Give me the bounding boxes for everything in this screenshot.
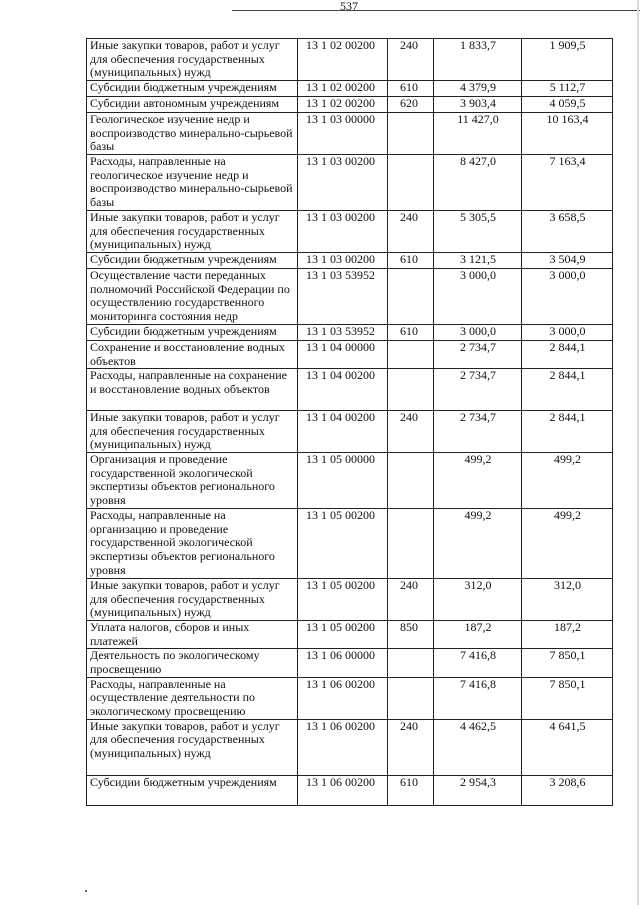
row-name-cell: Уплата налогов, сборов и иных платежей: [87, 621, 298, 649]
row-amount-year1-cell: 5 305,5: [434, 211, 522, 253]
row-expense-type-cell: [388, 155, 434, 211]
row-expense-type-cell: 240: [388, 579, 434, 621]
row-amount-year1-cell: 187,2: [434, 621, 522, 649]
row-name-cell: Субсидии бюджетным учреждениям: [87, 253, 298, 269]
row-expense-type-cell: [388, 649, 434, 677]
page-top-rule: [232, 10, 640, 11]
scan-speck: [85, 890, 87, 892]
row-expense-type-cell: 610: [388, 775, 434, 805]
row-name-cell: Иные закупки товаров, работ и услуг для обеспечения государственных (муниципальных) нужд: [87, 39, 298, 81]
row-amount-year2-cell: 1 909,5: [522, 39, 613, 81]
table-row: [87, 453, 613, 509]
row-amount-year2-cell: 2 844,1: [522, 411, 613, 453]
row-expense-type-cell: 610: [388, 253, 434, 269]
table-row: [87, 81, 613, 97]
row-code-cell: 13 1 05 00200: [298, 621, 388, 649]
table-row: [87, 649, 613, 677]
row-amount-year1-cell: 1 833,7: [434, 39, 522, 81]
row-name-cell: Иные закупки товаров, работ и услуг для обеспечения государственных (муниципальных) нужд: [87, 411, 298, 453]
row-amount-year1-cell: 8 427,0: [434, 155, 522, 211]
table-row: [87, 113, 613, 155]
table-row: [87, 677, 613, 719]
row-code-cell: 13 1 04 00000: [298, 341, 388, 369]
row-expense-type-cell: [388, 509, 434, 579]
row-expense-type-cell: 610: [388, 325, 434, 341]
row-amount-year1-cell: 499,2: [434, 453, 522, 509]
row-expense-type-cell: 240: [388, 39, 434, 81]
row-expense-type-cell: [388, 113, 434, 155]
row-expense-type-cell: 240: [388, 719, 434, 775]
row-expense-type-cell: 610: [388, 81, 434, 97]
row-code-cell: 13 1 06 00200: [298, 775, 388, 805]
row-code-cell: 13 1 05 00200: [298, 579, 388, 621]
row-expense-type-cell: [388, 369, 434, 411]
row-name-cell: Субсидии бюджетным учреждениям: [87, 81, 298, 97]
budget-table: [86, 38, 613, 806]
row-amount-year2-cell: 2 844,1: [522, 341, 613, 369]
row-name-cell: Иные закупки товаров, работ и услуг для обеспечения государственных (муниципальных) нужд: [87, 719, 298, 775]
row-amount-year2-cell: 4 641,5: [522, 719, 613, 775]
row-name-cell: Субсидии автономным учреждениям: [87, 97, 298, 113]
table-row: [87, 269, 613, 325]
table-row: [87, 253, 613, 269]
row-amount-year1-cell: 2 734,7: [434, 411, 522, 453]
table-row: [87, 97, 613, 113]
row-amount-year1-cell: 4 379,9: [434, 81, 522, 97]
row-amount-year2-cell: 10 163,4: [522, 113, 613, 155]
row-expense-type-cell: [388, 453, 434, 509]
row-amount-year1-cell: 2 734,7: [434, 369, 522, 411]
page-edge: [637, 0, 639, 905]
page-number: 537: [340, 0, 358, 13]
table-row: [87, 509, 613, 579]
row-amount-year1-cell: 2 734,7: [434, 341, 522, 369]
row-code-cell: 13 1 06 00200: [298, 719, 388, 775]
row-amount-year1-cell: 7 416,8: [434, 649, 522, 677]
table-row: [87, 39, 613, 81]
row-amount-year2-cell: 7 163,4: [522, 155, 613, 211]
row-amount-year1-cell: 312,0: [434, 579, 522, 621]
row-expense-type-cell: 240: [388, 411, 434, 453]
row-name-cell: Иные закупки товаров, работ и услуг для обеспечения государственных (муниципальных) нужд: [87, 211, 298, 253]
row-amount-year1-cell: 4 462,5: [434, 719, 522, 775]
row-name-cell: Расходы, направленные на геологическое изучение недр и воспроизводство минерально-сырьевой базы: [87, 155, 298, 211]
row-expense-type-cell: 620: [388, 97, 434, 113]
row-name-cell: Расходы, направленные на сохранение и восстановление водных объектов: [87, 369, 298, 411]
row-expense-type-cell: 240: [388, 211, 434, 253]
row-code-cell: 13 1 03 53952: [298, 269, 388, 325]
row-code-cell: 13 1 06 00200: [298, 677, 388, 719]
row-code-cell: 13 1 03 53952: [298, 325, 388, 341]
row-name-cell: Осуществление части переданных полномочий Российской Федерации по осуществлению государственного мониторинга состояния недр: [87, 269, 298, 325]
row-expense-type-cell: [388, 341, 434, 369]
row-amount-year1-cell: 3 000,0: [434, 325, 522, 341]
row-amount-year2-cell: 4 059,5: [522, 97, 613, 113]
row-amount-year2-cell: 3 000,0: [522, 269, 613, 325]
row-name-cell: Геологическое изучение недр и воспроизводство минерально-сырьевой базы: [87, 113, 298, 155]
table-row: [87, 719, 613, 775]
row-code-cell: 13 1 06 00000: [298, 649, 388, 677]
row-code-cell: 13 1 04 00200: [298, 369, 388, 411]
row-expense-type-cell: [388, 269, 434, 325]
row-name-cell: Субсидии бюджетным учреждениям: [87, 775, 298, 805]
table-row: [87, 155, 613, 211]
row-amount-year2-cell: 7 850,1: [522, 677, 613, 719]
table-row: [87, 775, 613, 805]
row-amount-year1-cell: 7 416,8: [434, 677, 522, 719]
table-row: [87, 579, 613, 621]
row-name-cell: Расходы, направленные на организацию и проведение государственной экологической экспертизы объектов регионального уровня: [87, 509, 298, 579]
row-amount-year2-cell: 7 850,1: [522, 649, 613, 677]
row-code-cell: 13 1 02 00200: [298, 97, 388, 113]
table-row: [87, 325, 613, 341]
row-amount-year1-cell: 3 121,5: [434, 253, 522, 269]
row-name-cell: Сохранение и восстановление водных объектов: [87, 341, 298, 369]
table-row: [87, 369, 613, 411]
row-amount-year2-cell: 312,0: [522, 579, 613, 621]
row-name-cell: Иные закупки товаров, работ и услуг для обеспечения государственных (муниципальных) нужд: [87, 579, 298, 621]
table-row: [87, 211, 613, 253]
row-name-cell: Субсидии бюджетным учреждениям: [87, 325, 298, 341]
row-amount-year1-cell: 499,2: [434, 509, 522, 579]
table-row: [87, 341, 613, 369]
table-row: [87, 621, 613, 649]
row-name-cell: Организация и проведение государственной экологической экспертизы объектов регионального уровня: [87, 453, 298, 509]
row-code-cell: 13 1 02 00200: [298, 39, 388, 81]
row-code-cell: 13 1 03 00000: [298, 113, 388, 155]
row-amount-year2-cell: 187,2: [522, 621, 613, 649]
row-amount-year2-cell: 499,2: [522, 509, 613, 579]
row-code-cell: 13 1 05 00200: [298, 509, 388, 579]
row-amount-year2-cell: 3 658,5: [522, 211, 613, 253]
table-row: [87, 411, 613, 453]
row-code-cell: 13 1 02 00200: [298, 81, 388, 97]
row-amount-year1-cell: 3 000,0: [434, 269, 522, 325]
row-code-cell: 13 1 03 00200: [298, 253, 388, 269]
row-amount-year2-cell: 5 112,7: [522, 81, 613, 97]
row-code-cell: 13 1 03 00200: [298, 155, 388, 211]
row-expense-type-cell: 850: [388, 621, 434, 649]
row-amount-year2-cell: 3 208,6: [522, 775, 613, 805]
row-name-cell: Расходы, направленные на осуществление деятельности по экологическому просвещению: [87, 677, 298, 719]
row-amount-year2-cell: 2 844,1: [522, 369, 613, 411]
row-amount-year2-cell: 3 000,0: [522, 325, 613, 341]
row-code-cell: 13 1 05 00000: [298, 453, 388, 509]
row-amount-year2-cell: 3 504,9: [522, 253, 613, 269]
row-amount-year1-cell: 3 903,4: [434, 97, 522, 113]
row-amount-year2-cell: 499,2: [522, 453, 613, 509]
row-amount-year1-cell: 2 954,3: [434, 775, 522, 805]
row-name-cell: Деятельность по экологическому просвещению: [87, 649, 298, 677]
row-amount-year1-cell: 11 427,0: [434, 113, 522, 155]
row-expense-type-cell: [388, 677, 434, 719]
budget-table-body: [87, 39, 613, 806]
row-code-cell: 13 1 04 00200: [298, 411, 388, 453]
row-code-cell: 13 1 03 00200: [298, 211, 388, 253]
